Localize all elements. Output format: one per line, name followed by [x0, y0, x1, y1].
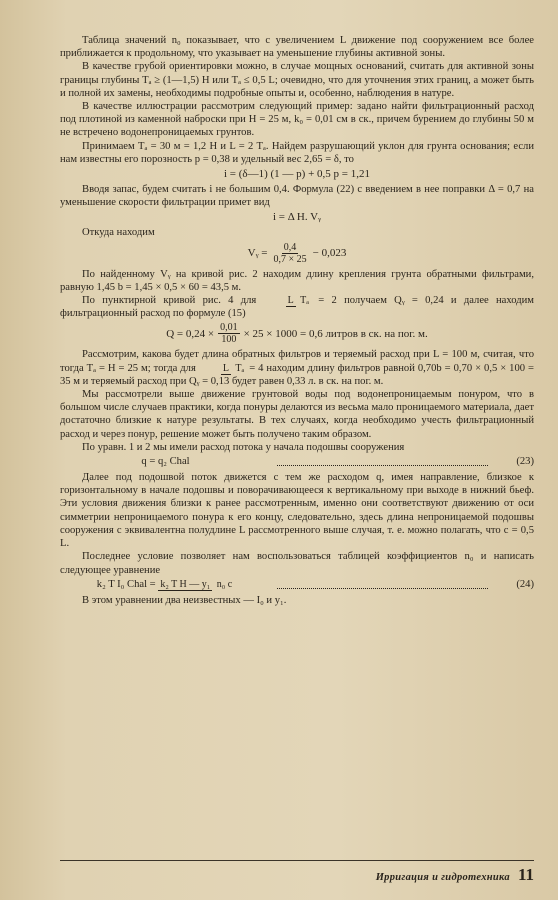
formula-text: q = q₂ Chal — [141, 456, 190, 468]
text-run: По пунктирной кривой рис. 4 для — [82, 295, 257, 307]
paragraph: В этом уравнении два неизвестных — I₀ и y₁. — [82, 594, 287, 606]
formula-i — [60, 211, 534, 223]
fraction-numerator: k₂ T H — y₁ — [160, 578, 211, 590]
text-run: = 2 получаем Qᵧ = 0,24 и далее находим фильтрационный расход по формуле (15) — [60, 295, 534, 320]
fraction — [271, 242, 308, 265]
paragraph: Откуда находим — [82, 227, 155, 239]
text-run: = 4 находим длину фильтров равной 0,70b = 0,70 × 0,5 × 100 = 35 м и теряемый расход при Qᵧ = 0,13 будет равен 0,33 л. в ск. на пог. м. — [60, 362, 534, 387]
formula-lhs: k₂ T I₀ Chal = — [96, 578, 156, 590]
dot-leader — [277, 457, 488, 466]
fraction-denominator: Tₐ — [300, 295, 310, 307]
equation-number: (24) — [516, 578, 534, 590]
fraction — [218, 322, 240, 345]
dot-leader — [277, 580, 488, 589]
page-number: 11 — [517, 865, 534, 884]
equation-23 — [60, 456, 534, 467]
page-footer — [60, 860, 534, 885]
fraction — [264, 295, 311, 306]
paragraph — [60, 294, 534, 320]
paragraph: Последнее условие позволяет нам воспользоваться таблицей коэффициентов n₀ и написать следующее уравнение — [60, 551, 534, 576]
journal-title: Ирригация и гидротехника — [375, 872, 510, 883]
formula-text: i = Δ H. Vᵧ — [272, 211, 322, 224]
fraction-numerator: L — [287, 295, 294, 307]
fraction-denominator: 100 — [221, 334, 237, 346]
paragraph: В качестве иллюстрации рассмотрим следующий пример: задано найти фильтрационный расход под плотиной из каменной наброски при Н = 25 м, k₀ = 0,01 см в ск., причем бурением до глубины 50 м не встречено водонепроницаемых грунтов. — [60, 101, 534, 139]
formula-text: i = (δ—1) (1 — p) + 0,5 p = 1,21 — [223, 168, 370, 181]
paragraph: Далее под подошвой поток движется с тем же расходом q, имея направление, близкое к горизонтальному в начале подошвы и поворачивающееся к вертикальному при выходе в нижний бьеф. Эти условия движения близки к ранее рассмотренным, именно они соответствуют движению от оси симметрии непроницаемого понура к его концу, следовательно, здесь длина непроницаемой подошвы сооружения с эквивалентна полудлине L рассмотренного выше случая, т. е. можно полагать, что c = 0,5 L. — [60, 472, 534, 550]
fraction-numerator: 0,4 — [283, 241, 297, 253]
formula-rhs: − 0,023 — [312, 247, 347, 260]
fraction — [158, 579, 234, 590]
fraction-denominator: 0,7 × 25 — [273, 253, 307, 265]
fraction-numerator: 0,01 — [220, 322, 238, 334]
fraction-denominator: Tₐ — [235, 362, 245, 374]
fraction-denominator: n₀ c — [216, 578, 233, 590]
paragraph: Вводя запас, будем считать i не большим 0,4. Формула (22) с введением в нее поправки Δ = 0,7 на уменьшение скорости фильтрации примет вид — [60, 184, 534, 209]
equation-24 — [60, 579, 534, 590]
formula-rhs: × 25 × 1000 = 0,6 литров в ск. на пог. м. — [243, 327, 428, 340]
formula-lhs: Vᵧ = — [247, 247, 268, 260]
paragraph: Принимаем Тₐ = 30 м = 1,2 Н и L = 2 Тₐ. Найдем разрушающий уклон для грунта основания; если нам известны его порозность p = 0,38 и удельный вес 2,65 = δ, то — [60, 140, 534, 165]
formula-slope — [60, 168, 534, 180]
formula-discharge — [60, 322, 534, 345]
paragraph: Таблица значений n₀ показывает, что с увеличением L движение под сооружением все более приближается к продольному, что указывает на уменьшение глубины активной зоны. — [60, 35, 534, 60]
formula-lhs: Q = 0,24 × — [166, 327, 215, 340]
paragraph: Мы рассмотрели выше движение грунтовой воды под водонепроницаемым понуром, что в большом числе случаев практики, когда понуры делаются из весьма мало проницаемого материала, дает достаточно близкие к натуре результаты. В тех случаях, когда необходимо учесть фильтрационный расход и через понур, решение может быть получено таким образом. — [60, 389, 534, 440]
equation-number: (23) — [516, 456, 534, 468]
paragraph: По уравн. 1 и 2 мы имели расход потока у начала подошвы сооружения — [82, 441, 405, 453]
formula-velocity — [60, 242, 534, 265]
paragraph: По найденному Vᵧ на кривой рис. 2 находим длину крепления грунта обратными фильтрами, равную 1,45 b = 1,45 × 0,5 × 60 = 43,5 м. — [60, 268, 534, 293]
text-run: Рассмотрим, какова будет длина обратных фильтров и теряемый расход при L = 100 м, считая, что тогда Tₐ = H = 25 м; тогда для — [60, 349, 534, 374]
formula — [60, 579, 271, 590]
paragraph: В качестве грубой ориентировки можно, в случае мощных оснований, считать для активной зоны границы глубины Тₐ ≥ (1—1,5) Н или Tₐ ≤ 0,5 L; очевидно, что для уточнения этих границ, а может быть и полной их замены, необходимы подробные опыты и, особенно, наблюдения в натуре. — [60, 61, 534, 99]
fraction — [199, 363, 246, 374]
paragraph — [60, 348, 534, 388]
fraction-numerator: L — [222, 362, 229, 374]
